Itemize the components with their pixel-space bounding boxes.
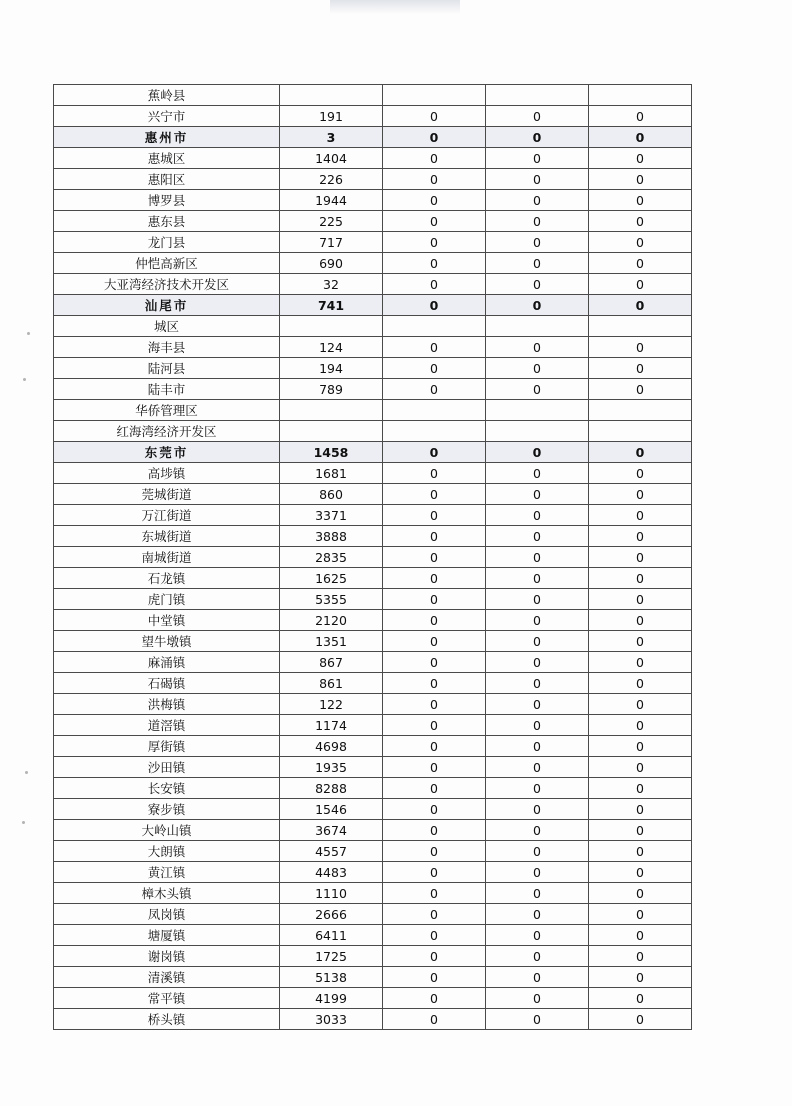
cell-value-2: 0 <box>383 484 486 505</box>
cell-value-4: 0 <box>589 232 692 253</box>
cell-region-name: 石碣镇 <box>54 673 280 694</box>
cell-region-name: 洪梅镇 <box>54 694 280 715</box>
table-row <box>54 736 692 757</box>
cell-value-2: 0 <box>383 799 486 820</box>
cell-value-3: 0 <box>486 106 589 127</box>
table-row <box>54 337 692 358</box>
table-row <box>54 631 692 652</box>
cell-value-3: 0 <box>486 883 589 904</box>
cell-value-4: 0 <box>589 799 692 820</box>
cell-value-3: 0 <box>486 358 589 379</box>
cell-value-2: 0 <box>383 127 486 148</box>
cell-value-2: 0 <box>383 274 486 295</box>
scan-speckle <box>22 821 25 824</box>
table-row <box>54 505 692 526</box>
cell-value-2: 0 <box>383 169 486 190</box>
cell-region-name: 莞城街道 <box>54 484 280 505</box>
cell-value-2: 0 <box>383 463 486 484</box>
cell-value-1 <box>280 400 383 421</box>
cell-value-1: 6411 <box>280 925 383 946</box>
cell-value-4: 0 <box>589 694 692 715</box>
cell-value-1: 3888 <box>280 526 383 547</box>
cell-region-name: 博罗县 <box>54 190 280 211</box>
cell-region-name: 塘厦镇 <box>54 925 280 946</box>
table-row <box>54 757 692 778</box>
cell-value-3: 0 <box>486 379 589 400</box>
cell-region-name: 华侨管理区 <box>54 400 280 421</box>
cell-value-4: 0 <box>589 715 692 736</box>
cell-region-name: 大岭山镇 <box>54 820 280 841</box>
cell-region-name: 南城街道 <box>54 547 280 568</box>
cell-value-4: 0 <box>589 463 692 484</box>
table-row <box>54 484 692 505</box>
cell-value-3: 0 <box>486 589 589 610</box>
table-row <box>54 862 692 883</box>
cell-value-1: 2120 <box>280 610 383 631</box>
table-row <box>54 295 692 316</box>
table-body <box>54 85 692 1030</box>
cell-region-name: 东莞市 <box>54 442 280 463</box>
cell-value-2: 0 <box>383 631 486 652</box>
cell-value-1: 1110 <box>280 883 383 904</box>
cell-value-2: 0 <box>383 862 486 883</box>
cell-value-4: 0 <box>589 736 692 757</box>
cell-value-4: 0 <box>589 169 692 190</box>
table-row <box>54 904 692 925</box>
cell-value-3: 0 <box>486 715 589 736</box>
cell-value-2: 0 <box>383 1009 486 1030</box>
cell-value-4: 0 <box>589 778 692 799</box>
cell-value-4: 0 <box>589 442 692 463</box>
cell-region-name: 清溪镇 <box>54 967 280 988</box>
cell-value-2: 0 <box>383 841 486 862</box>
cell-value-4: 0 <box>589 820 692 841</box>
cell-region-name: 红海湾经济开发区 <box>54 421 280 442</box>
cell-value-4: 0 <box>589 967 692 988</box>
cell-value-2: 0 <box>383 505 486 526</box>
table-row <box>54 1009 692 1030</box>
table-row <box>54 211 692 232</box>
cell-value-3: 0 <box>486 694 589 715</box>
cell-value-1 <box>280 421 383 442</box>
cell-value-4: 0 <box>589 925 692 946</box>
cell-value-2: 0 <box>383 337 486 358</box>
cell-value-3: 0 <box>486 232 589 253</box>
cell-region-name: 麻涌镇 <box>54 652 280 673</box>
cell-value-4: 0 <box>589 547 692 568</box>
cell-region-name: 海丰县 <box>54 337 280 358</box>
scan-speckle <box>27 332 30 335</box>
cell-value-2: 0 <box>383 232 486 253</box>
cell-value-1: 4557 <box>280 841 383 862</box>
cell-value-1: 3371 <box>280 505 383 526</box>
cell-value-4: 0 <box>589 505 692 526</box>
table-row <box>54 988 692 1009</box>
cell-value-1: 1725 <box>280 946 383 967</box>
table-row <box>54 610 692 631</box>
table-row <box>54 400 692 421</box>
cell-region-name: 仲恺高新区 <box>54 253 280 274</box>
cell-value-4: 0 <box>589 148 692 169</box>
table-row <box>54 673 692 694</box>
cell-value-2: 0 <box>383 547 486 568</box>
cell-value-3: 0 <box>486 841 589 862</box>
cell-value-1: 1174 <box>280 715 383 736</box>
cell-value-1: 741 <box>280 295 383 316</box>
cell-value-1: 5355 <box>280 589 383 610</box>
cell-region-name: 惠东县 <box>54 211 280 232</box>
cell-value-1: 861 <box>280 673 383 694</box>
cell-value-4: 0 <box>589 652 692 673</box>
cell-value-3: 0 <box>486 337 589 358</box>
cell-value-3: 0 <box>486 505 589 526</box>
cell-value-4: 0 <box>589 589 692 610</box>
cell-region-name: 樟木头镇 <box>54 883 280 904</box>
cell-value-2: 0 <box>383 442 486 463</box>
cell-value-3: 0 <box>486 127 589 148</box>
cell-value-4: 0 <box>589 358 692 379</box>
cell-region-name: 望牛墩镇 <box>54 631 280 652</box>
cell-value-2: 0 <box>383 883 486 904</box>
cell-value-3: 0 <box>486 190 589 211</box>
table-row <box>54 799 692 820</box>
cell-value-3: 0 <box>486 946 589 967</box>
cell-value-3: 0 <box>486 295 589 316</box>
cell-value-4: 0 <box>589 862 692 883</box>
cell-region-name: 长安镇 <box>54 778 280 799</box>
cell-value-3: 0 <box>486 631 589 652</box>
table-row <box>54 715 692 736</box>
cell-value-1: 4698 <box>280 736 383 757</box>
cell-value-3: 0 <box>486 547 589 568</box>
cell-value-1: 1404 <box>280 148 383 169</box>
table-row <box>54 967 692 988</box>
table-row <box>54 421 692 442</box>
cell-value-1: 3 <box>280 127 383 148</box>
cell-value-1: 194 <box>280 358 383 379</box>
cell-value-3: 0 <box>486 253 589 274</box>
cell-value-1: 3033 <box>280 1009 383 1030</box>
cell-value-2: 0 <box>383 253 486 274</box>
cell-value-4: 0 <box>589 295 692 316</box>
cell-value-2: 0 <box>383 211 486 232</box>
cell-region-name: 万江街道 <box>54 505 280 526</box>
table-row <box>54 589 692 610</box>
table-row <box>54 778 692 799</box>
cell-value-4: 0 <box>589 904 692 925</box>
cell-region-name: 惠城区 <box>54 148 280 169</box>
cell-value-3 <box>486 421 589 442</box>
cell-region-name: 高埗镇 <box>54 463 280 484</box>
cell-value-1: 1546 <box>280 799 383 820</box>
cell-value-2: 0 <box>383 925 486 946</box>
cell-value-4: 0 <box>589 379 692 400</box>
cell-value-4: 0 <box>589 127 692 148</box>
cell-region-name: 黄江镇 <box>54 862 280 883</box>
cell-value-2: 0 <box>383 106 486 127</box>
cell-value-4: 0 <box>589 274 692 295</box>
cell-value-3: 0 <box>486 211 589 232</box>
cell-value-1: 1458 <box>280 442 383 463</box>
cell-value-4: 0 <box>589 568 692 589</box>
cell-value-1: 1681 <box>280 463 383 484</box>
cell-value-3: 0 <box>486 736 589 757</box>
cell-value-2: 0 <box>383 148 486 169</box>
cell-value-3: 0 <box>486 526 589 547</box>
cell-value-1: 191 <box>280 106 383 127</box>
cell-value-3: 0 <box>486 652 589 673</box>
cell-region-name: 谢岗镇 <box>54 946 280 967</box>
scan-smudge <box>330 0 460 14</box>
cell-value-3: 0 <box>486 568 589 589</box>
cell-value-4: 0 <box>589 673 692 694</box>
table-row <box>54 379 692 400</box>
cell-value-2: 0 <box>383 757 486 778</box>
cell-value-4: 0 <box>589 841 692 862</box>
table-row <box>54 463 692 484</box>
cell-value-2: 0 <box>383 778 486 799</box>
cell-value-1: 5138 <box>280 967 383 988</box>
cell-value-1: 4199 <box>280 988 383 1009</box>
table-row <box>54 568 692 589</box>
table-row <box>54 127 692 148</box>
cell-value-3: 0 <box>486 463 589 484</box>
cell-value-2: 0 <box>383 715 486 736</box>
cell-value-4 <box>589 316 692 337</box>
scan-speckle <box>25 771 28 774</box>
cell-value-4: 0 <box>589 253 692 274</box>
cell-value-3: 0 <box>486 610 589 631</box>
table-row <box>54 652 692 673</box>
cell-value-3: 0 <box>486 1009 589 1030</box>
cell-region-name: 惠州市 <box>54 127 280 148</box>
cell-value-2: 0 <box>383 295 486 316</box>
cell-value-2: 0 <box>383 694 486 715</box>
cell-value-1: 789 <box>280 379 383 400</box>
cell-region-name: 陆河县 <box>54 358 280 379</box>
cell-value-4 <box>589 421 692 442</box>
cell-value-1: 1944 <box>280 190 383 211</box>
table-row <box>54 106 692 127</box>
cell-region-name: 龙门县 <box>54 232 280 253</box>
cell-value-2: 0 <box>383 967 486 988</box>
table-row <box>54 169 692 190</box>
cell-region-name: 凤岗镇 <box>54 904 280 925</box>
cell-value-2: 0 <box>383 946 486 967</box>
cell-value-1 <box>280 316 383 337</box>
cell-region-name: 东城街道 <box>54 526 280 547</box>
cell-value-2: 0 <box>383 190 486 211</box>
table-row <box>54 841 692 862</box>
cell-value-2 <box>383 400 486 421</box>
cell-value-2: 0 <box>383 526 486 547</box>
cell-value-4: 0 <box>589 337 692 358</box>
table-row <box>54 694 692 715</box>
cell-value-3: 0 <box>486 148 589 169</box>
table-row <box>54 358 692 379</box>
table-row <box>54 274 692 295</box>
cell-value-2: 0 <box>383 358 486 379</box>
table-row <box>54 85 692 106</box>
cell-value-1: 2835 <box>280 547 383 568</box>
cell-value-4: 0 <box>589 883 692 904</box>
cell-value-1: 860 <box>280 484 383 505</box>
cell-region-name: 城区 <box>54 316 280 337</box>
cell-region-name: 道滘镇 <box>54 715 280 736</box>
cell-value-3: 0 <box>486 799 589 820</box>
cell-value-2: 0 <box>383 904 486 925</box>
cell-value-4: 0 <box>589 631 692 652</box>
cell-value-1: 2666 <box>280 904 383 925</box>
cell-value-3 <box>486 85 589 106</box>
table-row <box>54 547 692 568</box>
cell-value-4: 0 <box>589 484 692 505</box>
cell-value-1: 717 <box>280 232 383 253</box>
cell-region-name: 大朗镇 <box>54 841 280 862</box>
scan-speckle <box>23 378 26 381</box>
cell-value-1: 1935 <box>280 757 383 778</box>
cell-value-3: 0 <box>486 862 589 883</box>
cell-value-2: 0 <box>383 568 486 589</box>
cell-value-2: 0 <box>383 988 486 1009</box>
table-row <box>54 526 692 547</box>
cell-value-1: 1625 <box>280 568 383 589</box>
cell-value-4: 0 <box>589 190 692 211</box>
table-row <box>54 442 692 463</box>
cell-value-3 <box>486 316 589 337</box>
cell-region-name: 蕉岭县 <box>54 85 280 106</box>
cell-region-name: 虎门镇 <box>54 589 280 610</box>
cell-value-2: 0 <box>383 652 486 673</box>
table-row <box>54 232 692 253</box>
cell-value-1: 3674 <box>280 820 383 841</box>
table-row <box>54 820 692 841</box>
cell-value-3: 0 <box>486 904 589 925</box>
cell-region-name: 厚街镇 <box>54 736 280 757</box>
cell-value-4: 0 <box>589 610 692 631</box>
cell-value-1: 690 <box>280 253 383 274</box>
cell-value-4: 0 <box>589 211 692 232</box>
cell-value-2: 0 <box>383 673 486 694</box>
cell-region-name: 寮步镇 <box>54 799 280 820</box>
cell-value-1: 32 <box>280 274 383 295</box>
cell-value-2 <box>383 85 486 106</box>
cell-value-3 <box>486 400 589 421</box>
cell-region-name: 常平镇 <box>54 988 280 1009</box>
table-row <box>54 190 692 211</box>
cell-value-2: 0 <box>383 820 486 841</box>
cell-value-3: 0 <box>486 673 589 694</box>
table-row <box>54 253 692 274</box>
cell-value-1: 226 <box>280 169 383 190</box>
cell-value-2 <box>383 316 486 337</box>
table-row <box>54 925 692 946</box>
cell-value-4: 0 <box>589 526 692 547</box>
cell-region-name: 汕尾市 <box>54 295 280 316</box>
cell-region-name: 兴宁市 <box>54 106 280 127</box>
cell-value-3: 0 <box>486 778 589 799</box>
cell-value-2: 0 <box>383 589 486 610</box>
cell-region-name: 惠阳区 <box>54 169 280 190</box>
table-row <box>54 883 692 904</box>
cell-value-4: 0 <box>589 757 692 778</box>
cell-value-3: 0 <box>486 925 589 946</box>
cell-value-1: 225 <box>280 211 383 232</box>
cell-value-3: 0 <box>486 169 589 190</box>
cell-region-name: 陆丰市 <box>54 379 280 400</box>
cell-value-2: 0 <box>383 610 486 631</box>
table-row <box>54 316 692 337</box>
cell-value-1: 122 <box>280 694 383 715</box>
cell-value-1: 4483 <box>280 862 383 883</box>
cell-value-3: 0 <box>486 967 589 988</box>
cell-region-name: 石龙镇 <box>54 568 280 589</box>
cell-value-4: 0 <box>589 106 692 127</box>
cell-value-4: 0 <box>589 946 692 967</box>
cell-value-4: 0 <box>589 1009 692 1030</box>
cell-value-4 <box>589 85 692 106</box>
cell-value-3: 0 <box>486 442 589 463</box>
cell-value-1: 1351 <box>280 631 383 652</box>
table-row <box>54 946 692 967</box>
cell-value-2: 0 <box>383 736 486 757</box>
cell-value-3: 0 <box>486 988 589 1009</box>
cell-value-1 <box>280 85 383 106</box>
cell-value-1: 124 <box>280 337 383 358</box>
cell-region-name: 桥头镇 <box>54 1009 280 1030</box>
cell-value-1: 8288 <box>280 778 383 799</box>
cell-region-name: 沙田镇 <box>54 757 280 778</box>
cell-value-2: 0 <box>383 379 486 400</box>
cell-value-4 <box>589 400 692 421</box>
cell-value-3: 0 <box>486 274 589 295</box>
cell-value-4: 0 <box>589 988 692 1009</box>
cell-region-name: 中堂镇 <box>54 610 280 631</box>
table-row <box>54 148 692 169</box>
cell-value-3: 0 <box>486 820 589 841</box>
cell-region-name: 大亚湾经济技术开发区 <box>54 274 280 295</box>
cell-value-1: 867 <box>280 652 383 673</box>
cell-value-2 <box>383 421 486 442</box>
data-table <box>53 84 692 1030</box>
cell-value-3: 0 <box>486 757 589 778</box>
cell-value-3: 0 <box>486 484 589 505</box>
